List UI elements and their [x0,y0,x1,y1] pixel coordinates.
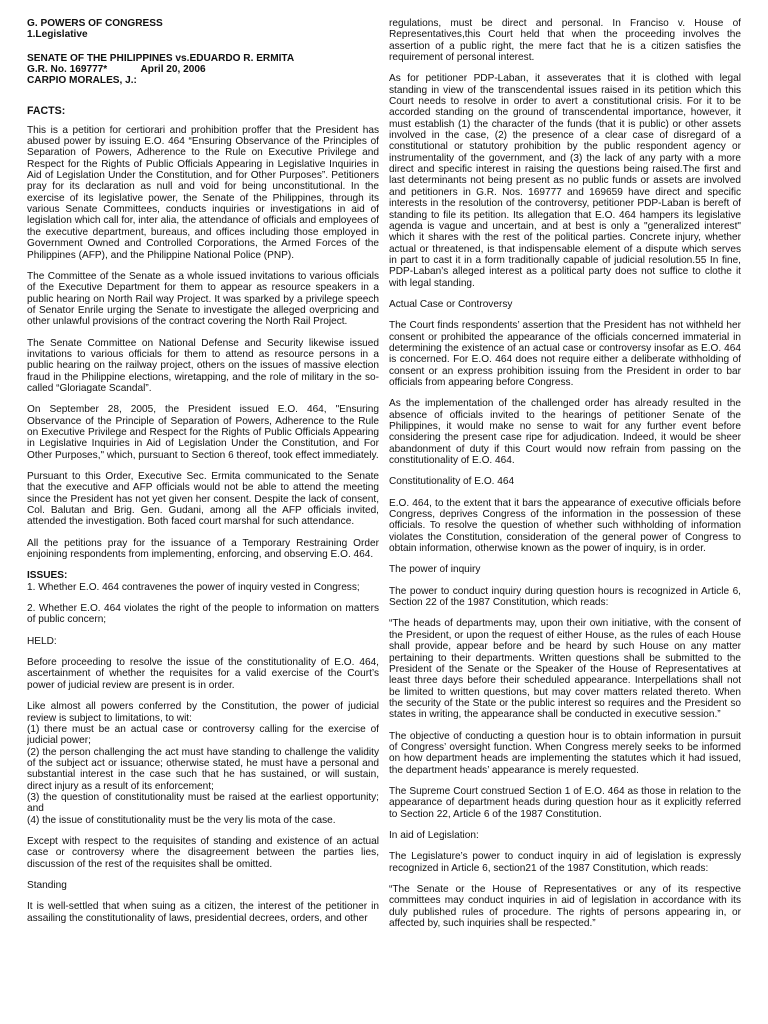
facts-paragraph: On September 28, 2005, the President issued E.O. 464, "Ensuring Observance of the Principle of Separation of Powers, Adherence to the Rule on Executive Privilege and Respect for the Rights of Public Officials Appearing in Legislative Inquiries in Aid of Legislation Under the Constitution, and For Other Purposes," which, pursuant to Section 6 thereof, took effect immediately. [27,404,379,461]
ponente: CARPIO MORALES, J.: [27,75,137,87]
held-paragraph: Except with respect to the requisites of standing and existence of an actual case or controversy where the disagreement between the parties lies, discussion of the rest of the requisites shall be omitted. [27,835,379,870]
issue-item: 2. Whether E.O. 464 violates the right of the people to information on matters of public concern; [27,603,379,626]
held-paragraph: Like almost all powers conferred by the Constitution, the power of judicial review is subject to limitations, to wit: [27,701,379,724]
standing-paragraph: It is well-settled that when suing as a citizen, the interest of the petitioner in assailing the constitutionality of laws, presidential decrees, orders, and other [27,901,379,924]
body-paragraph: E.O. 464, to the extent that it bars the appearance of executive officials before Congress, deprives Congress of the information in the possession of these officials. To resolve the question of whether such withholding of information violates the Constitution, consideration of the general power of Congress to obtain information, otherwise known as the power of inquiry, is in order. [389,497,741,555]
requisite-item: (3) the question of constitutionality must be raised at the earliest opportunity; and [27,791,379,815]
subsection-heading: 1.Legislative [27,29,88,41]
standing-paragraph: As for petitioner PDP-Laban, it asseverates that it is clothed with legal standing in view of the transcendental issues raised in its petition which this Court needs to resolve in order to avert a constitutional crisis. For it to be accorded standing on the ground of transcendental importance, however, it must establish (1) the character of the funds (that it is public) or other assets involved in the case, (2) the presence of a clear case of disregard of a constitutional or statutory prohibition by the public respondent agency or instrumentality of the government, and (3) the lack of any party with a more direct and specific interest in raising the questions being raised.The first and last determinants not being present as no public funds or assets are involved and petitioners in G.R. Nos. 169777 and 169659 have direct and specific interests in the resolution of the controversy, petitioner PDP-Laban is bereft of standing to file its petition. Its allegation that E.O. 464 hampers its legislative agenda is vague and uncertain, and at best is only a "generalized interest" which it shares with the rest of the political parties. Concrete injury, whether actual or threatened, is that indispensable element of a dispute which serves in part to cast it in a form traditionally capable of judicial resolution.55 In fine, PDP-Laban’s alleged interest as a political party does not suffice to clothe it with legal standing. [389,73,741,289]
facts-heading: FACTS: [27,104,66,117]
body-paragraph: The Court finds respondents’ assertion that the President has not withheld her consent or prohibited the appearance of the officials concerned immaterial in determining the existence of an actual case or controversy insofar as E.O. 464 is concerned. For E.O. 464 does not require either a deliberate withholding of consent or an express prohibition issuing from the President in order to bar officials from appearing before Congress. [389,320,741,388]
body-paragraph: As the implementation of the challenged order has already resulted in the absence of officials invited to the hearings of petitioner Senate of the Philippines, it would make no sense to wait for any further event before considering the present case ripe for adjudication. Indeed, it would be sheer abandonment of duty if this Court would now refrain from passing on the constitutionality of E.O. 464. [389,398,741,467]
body-paragraph: The objective of conducting a question hour is to obtain information in pursuit of Congress’ oversight function. When Congress merely seeks to be informed on how department heads are implementing the statutes which it had issued, the department heads’ appearance is merely requested. [389,730,741,776]
case-number: G.R. No. 169777* April 20, 2006 [27,64,206,76]
facts-paragraph: This is a petition for certiorari and prohibition proffer that the President has abused power by issuing E.O. 464 “Ensuring Observance of the Principles of Separation of Powers, Adherence to the Rule on Executive Privilege and Respect for the Rights of Public Officials Appearing in Legislative Inquiries in Aid of Legislation Under the Constitution, and for Other Purposes”. Petitioners pray for its declaration as null and void for being unconstitutional. In the exercise of its legislative power, the Senate of the Philippines, through its various Senate Committees, conducts inquiries or investigations in aid of legislation which call for, inter alia, the attendance of officials and employees of the executive department, bureaus, and offices including those employed in Government Owned and Controlled Corporations, the Armed Forces of the Philippines (AFP), and the Philippine National Police (PNP). [27,124,379,261]
subheading-aid-of-legislation: In aid of Legislation: [389,829,479,841]
standing-paragraph: regulations, must be direct and personal. In Franciso v. House of Representatives,this Court held that when the proceeding involves the assertion of a public right, the mere fact that he is a citizen satisfies the requirement of personal interest. [389,18,741,64]
facts-paragraph: All the petitions pray for the issuance of a Temporary Restraining Order enjoining respondents from implementing, enforcing, and observing E.O. 464. [27,537,379,561]
right-column [389,18,741,1018]
section-heading: G. POWERS OF CONGRESS [27,18,163,29]
body-paragraph: The Supreme Court construed Section 1 of E.O. 464 as those in relation to the appearance of department heads during question hour as it explicitly referred to Section 22, Article 6 of the 1987 Constitution. [389,785,741,820]
issue-item: 1. Whether E.O. 464 contravenes the power of inquiry vested in Congress; [27,581,360,593]
held-paragraph: Before proceeding to resolve the issue of the constitutionality of E.O. 464, ascertainment of whether the requisites for a valid exercise of the Court’s power of judicial review are present is in order. [27,657,379,691]
held-heading: HELD: [27,635,57,647]
requisite-item: (1) there must be an actual case or controversy calling for the exercise of judicial power; [27,723,379,747]
left-column [27,18,379,1018]
issues-heading: ISSUES: [27,570,68,582]
subheading-power-of-inquiry: The power of inquiry [389,564,481,576]
body-paragraph: The power to conduct inquiry during question hours is recognized in Article 6, Section 22 of the 1987 Constitution, which reads: [389,585,741,609]
case-title: SENATE OF THE PHILIPPINES vs.EDUARDO R. ERMITA [27,52,295,64]
quoted-provision: “The Senate or the House of Representatives or any of its respective committees may conduct inquiries in aid of legislation in accordance with its duly published rules of procedure. The rights of persons appearing in, or affected by, such inquiries shall be respected.” [389,884,741,930]
subheading-actual-case: Actual Case or Controversy [389,298,513,310]
facts-paragraph: Pursuant to this Order, Executive Sec. Ermita communicated to the Senate that the executive and AFP officials would not be able to attend the meeting since the President has not yet given her consent. Despite the lack of consent, Col. Balutan and Brig. Gen. Gudani, among all the AFP officials invited, attended the investigation. Both faced court marshal for such attendance. [27,471,379,528]
facts-paragraph: The Senate Committee on National Defense and Security likewise issued invitations to various officials for them to attend as resource persons in a public hearing on the railway project, others on the issues of massive election fraud in the Philippine elections, wiretapping, and the role of military in the so-called “Gloriagate Scandal”. [27,337,379,394]
subheading-constitutionality: Constitutionality of E.O. 464 [389,476,515,488]
body-paragraph: The Legislature’s power to conduct inquiry in aid of legislation is expressly recognized in Article 6, section21 of the 1987 Constitution, which reads: [389,851,741,874]
quoted-provision: “The heads of departments may, upon their own initiative, with the consent of the President, or upon the request of either House, as the rules of each House shall provide, appear before and be heard by such House on any matter pertaining to their departments. Written questions shall be submitted to the President of the Senate or the Speaker of the House of Representatives at least three days before their scheduled appearance. Interpellations shall not be limited to written questions, but may cover matters related thereto. When the security of the State or the public interest so requires and the President so states in writing, the appearance shall be conducted in executive session.” [389,618,741,721]
requisite-item: (2) the person challenging the act must have standing to challenge the validity of the subject act or issuance; otherwise stated, he must have a personal and substantial interest in the case such that he has sustained, or will sustain, direct injury as a result of its enforcement; [27,746,379,792]
requisite-item: (4) the issue of constitutionality must be the very lis mota of the case. [27,814,336,826]
facts-paragraph: The Committee of the Senate as a whole issued invitations to various officials of the Executive Department for them to appear as resource speakers in a public hearing on North Rail way Project. It was sparked by a privilege speech of Senator Enrile urging the Senate to investigate the alleged overpricing and other unlawful provisions of the contract covering the North Rail Project. [27,270,379,328]
standing-heading: Standing [27,879,67,891]
